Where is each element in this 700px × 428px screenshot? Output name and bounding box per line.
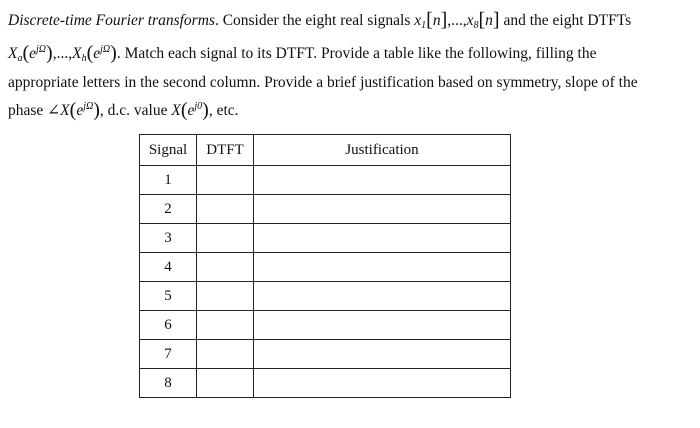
matching-table [139, 134, 511, 398]
signal-cell: 1 [140, 166, 197, 195]
table-row [140, 224, 511, 253]
table-header-row [140, 135, 511, 166]
dtft-cell[interactable] [197, 166, 254, 195]
justification-cell[interactable] [254, 253, 511, 282]
dtft-cell[interactable] [197, 195, 254, 224]
justification-cell[interactable] [254, 311, 511, 340]
justification-cell[interactable] [254, 224, 511, 253]
dtft-cell[interactable] [197, 340, 254, 369]
justification-cell[interactable] [254, 166, 511, 195]
header-dtft: DTFT [197, 135, 254, 166]
problem-statement [8, 8, 692, 123]
problem-title: Discrete-time Fourier transforms [8, 12, 215, 29]
justification-cell[interactable] [254, 195, 511, 224]
prompt-line-2: $X_a(e^{j\Omega}),...,X_h(e^{j\Omega})$. Match each signal to its DTFT. Provide a table like the following, filling the [8, 42, 597, 64]
table-row [140, 166, 511, 195]
dtft-cell[interactable] [197, 282, 254, 311]
signal-cell: 4 [140, 253, 197, 282]
table-row [140, 253, 511, 282]
dtft-cell[interactable] [197, 311, 254, 340]
header-justification: Justification [254, 135, 511, 166]
prompt-line-3: appropriate letters in the second column. Provide a brief justification based on symmetry, slope of the [8, 74, 638, 91]
table-row [140, 195, 511, 224]
signal-cell: 5 [140, 282, 197, 311]
signal-cell: 6 [140, 311, 197, 340]
dtft-cell[interactable] [197, 369, 254, 398]
table-row [140, 369, 511, 398]
signal-cell: 2 [140, 195, 197, 224]
justification-cell[interactable] [254, 340, 511, 369]
table-row [140, 340, 511, 369]
justification-cell[interactable] [254, 282, 511, 311]
dtft-cell[interactable] [197, 224, 254, 253]
justification-cell[interactable] [254, 369, 511, 398]
signal-cell: 8 [140, 369, 197, 398]
prompt-line-1: Discrete-time Fourier transforms. Consider the eight real signals $x_1[n],...,x_8[n]$ and the eight DTFTs [8, 9, 632, 31]
signal-cell: 7 [140, 340, 197, 369]
signal-cell: 3 [140, 224, 197, 253]
table-row [140, 311, 511, 340]
prompt-line-4: phase $\angle X(e^{j\Omega})$, d.c. value $X(e^{j0})$, etc. [8, 99, 239, 121]
dtft-cell[interactable] [197, 253, 254, 282]
header-signal: Signal [140, 135, 197, 166]
table-row [140, 282, 511, 311]
